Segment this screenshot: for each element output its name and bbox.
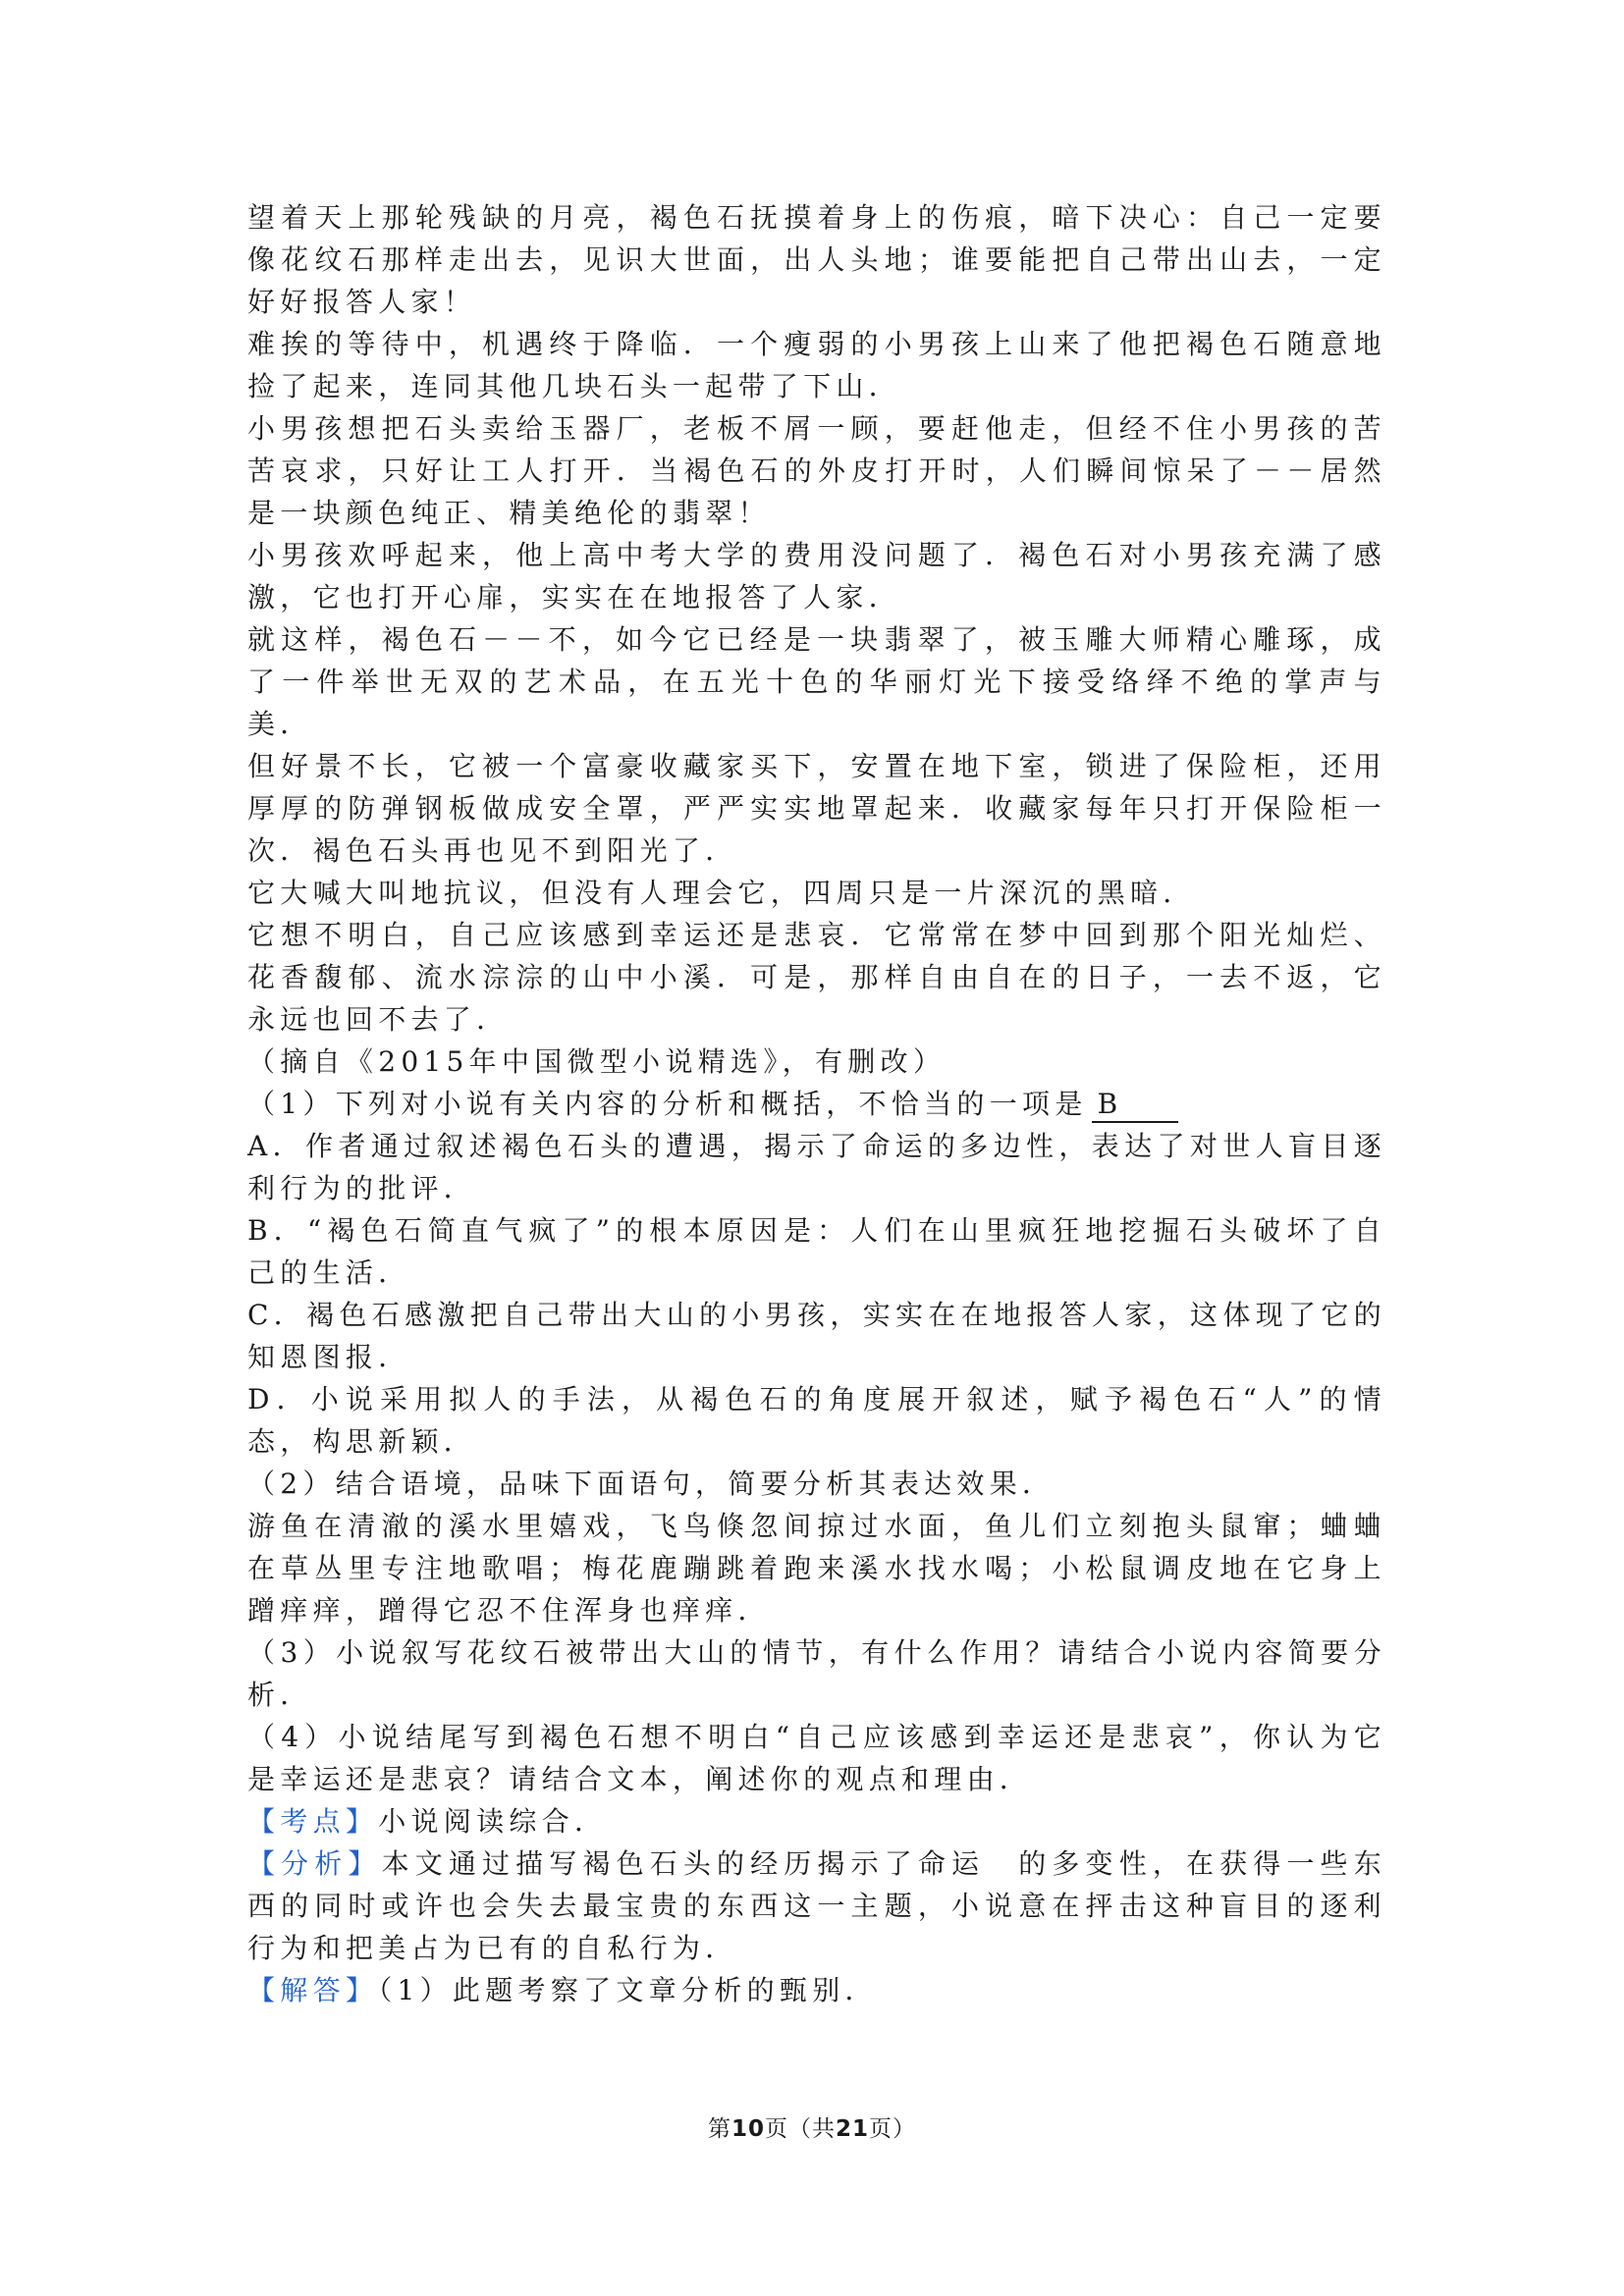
fenxi-text: 本文通过描写褐色石头的经历揭示了命运 的多变性，在获得一些东西的同时或许也会失去最宝贵的东西这一主题，小说意在抨击这种盲目的逐利行为和把美占为已有的自私行为． [247, 1847, 1386, 1964]
option-a: A．作者通过叙述褐色石头的遭遇，揭示了命运的多边性，表达了对世人盲目逐利行为的批评． [247, 1130, 1386, 1204]
jieda-text: （1）此题考察了文章分析的甄别． [378, 1974, 878, 2006]
question-1-stem: （1）下列对小说有关内容的分析和概括，不恰当的一项是 [247, 1088, 1088, 1120]
story-paragraph-5: 就这样，褐色石－－不，如今它已经是一块翡翠了，被玉雕大师精心雕琢，成了一件举世无双的艺术品，在五光十色的华丽灯光下接受络绎不绝的掌声与美． [247, 623, 1386, 740]
question-4: （4）小说结尾写到褐色石想不明白“自己应该感到幸运还是悲哀”，你认为它是幸运还是悲哀？请结合文本，阐述你的观点和理由． [247, 1721, 1386, 1795]
question-1 [247, 1083, 1386, 1125]
story-paragraph-2: 难挨的等待中，机遇终于降临．一个瘦弱的小男孩上山来了他把褐色石随意地捡了起来，连同其他几块石头一起带了下山． [247, 328, 1386, 402]
question-1-answer: B [1092, 1088, 1178, 1123]
kaodian-text: 小说阅读综合． [378, 1805, 608, 1838]
fenxi-section [247, 1842, 1386, 1969]
story-paragraph-3: 小男孩想把石头卖给玉器厂，老板不屑一顾，要赶他走，但经不住小男孩的苦苦哀求，只好让工人打开．当褐色石的外皮打开时，人们瞬间惊呆了－－居然是一块颜色纯正、精美绝伦的翡翠！ [247, 412, 1386, 529]
footer-middle: 页（共 [765, 2116, 836, 2142]
jieda-section [247, 1969, 1386, 2011]
kaodian-section [247, 1800, 1386, 1842]
page-content [247, 196, 1386, 2011]
question-2: （2）结合语境，品味下面语句，简要分析其表达效果． [247, 1468, 1056, 1500]
story-paragraph-8: 它想不明白，自己应该感到幸运还是悲哀．它常常在梦中回到那个阳光灿烂、花香馥郁、流水淙淙的山中小溪．可是，那样自由自在的日子，一去不返，它永远也回不去了． [247, 919, 1386, 1036]
question-2-quote: 游鱼在清澈的溪水里嬉戏，飞鸟倏忽间掠过水面，鱼儿们立刻抱头鼠窜；蛐蛐在草丛里专注地歌唱；梅花鹿蹦跳着跑来溪水找水喝；小松鼠调皮地在它身上蹭痒痒，蹭得它忍不住浑身也痒痒． [247, 1510, 1386, 1627]
page-footer [0, 2110, 1624, 2143]
option-b: B．“褐色石简直气疯了”的根本原因是：人们在山里疯狂地挖掘石头破坏了自己的生活． [247, 1214, 1386, 1289]
option-d: D．小说采用拟人的手法，从褐色石的角度展开叙述，赋予褐色石“人”的情态，构思新颖． [247, 1383, 1386, 1458]
story-paragraph-1: 望着天上那轮残缺的月亮，褐色石抚摸着身上的伤痕，暗下决心：自己一定要像花纹石那样走出去，见识大世面，出人头地；谁要能把自己带出山去，一定好好报答人家！ [247, 201, 1386, 318]
question-3: （3）小说叙写花纹石被带出大山的情节，有什么作用？请结合小说内容简要分析． [247, 1636, 1386, 1711]
footer-prefix: 第 [707, 2116, 731, 2142]
option-c: C．褐色石感激把自己带出大山的小男孩，实实在在地报答人家，这体现了它的知恩图报． [247, 1299, 1386, 1373]
source-citation: （摘自《2015年中国微型小说精选》，有删改） [247, 1045, 947, 1078]
story-paragraph-6: 但好景不长，它被一个富豪收藏家买下，安置在地下室，锁进了保险柜，还用厚厚的防弹钢板做成安全罩，严严实实地罩起来．收藏家每年只打开保险柜一次．褐色石头再也见不到阳光了． [247, 750, 1386, 867]
story-paragraph-4: 小男孩欢呼起来，他上高中考大学的费用没问题了．褐色石对小男孩充满了感激，它也打开心扉，实实在在地报答了人家． [247, 539, 1386, 614]
jieda-tag: 【解答】 [247, 1974, 379, 2006]
kaodian-tag: 【考点】 [247, 1805, 379, 1838]
fenxi-tag: 【分析】 [247, 1847, 382, 1880]
story-paragraph-7: 它大喊大叫地抗议，但没有人理会它，四周只是一片深沉的黑暗． [247, 877, 1196, 909]
footer-total-pages: 21 [836, 2116, 870, 2142]
footer-suffix: 页） [869, 2116, 917, 2142]
footer-page-number: 10 [731, 2116, 765, 2142]
